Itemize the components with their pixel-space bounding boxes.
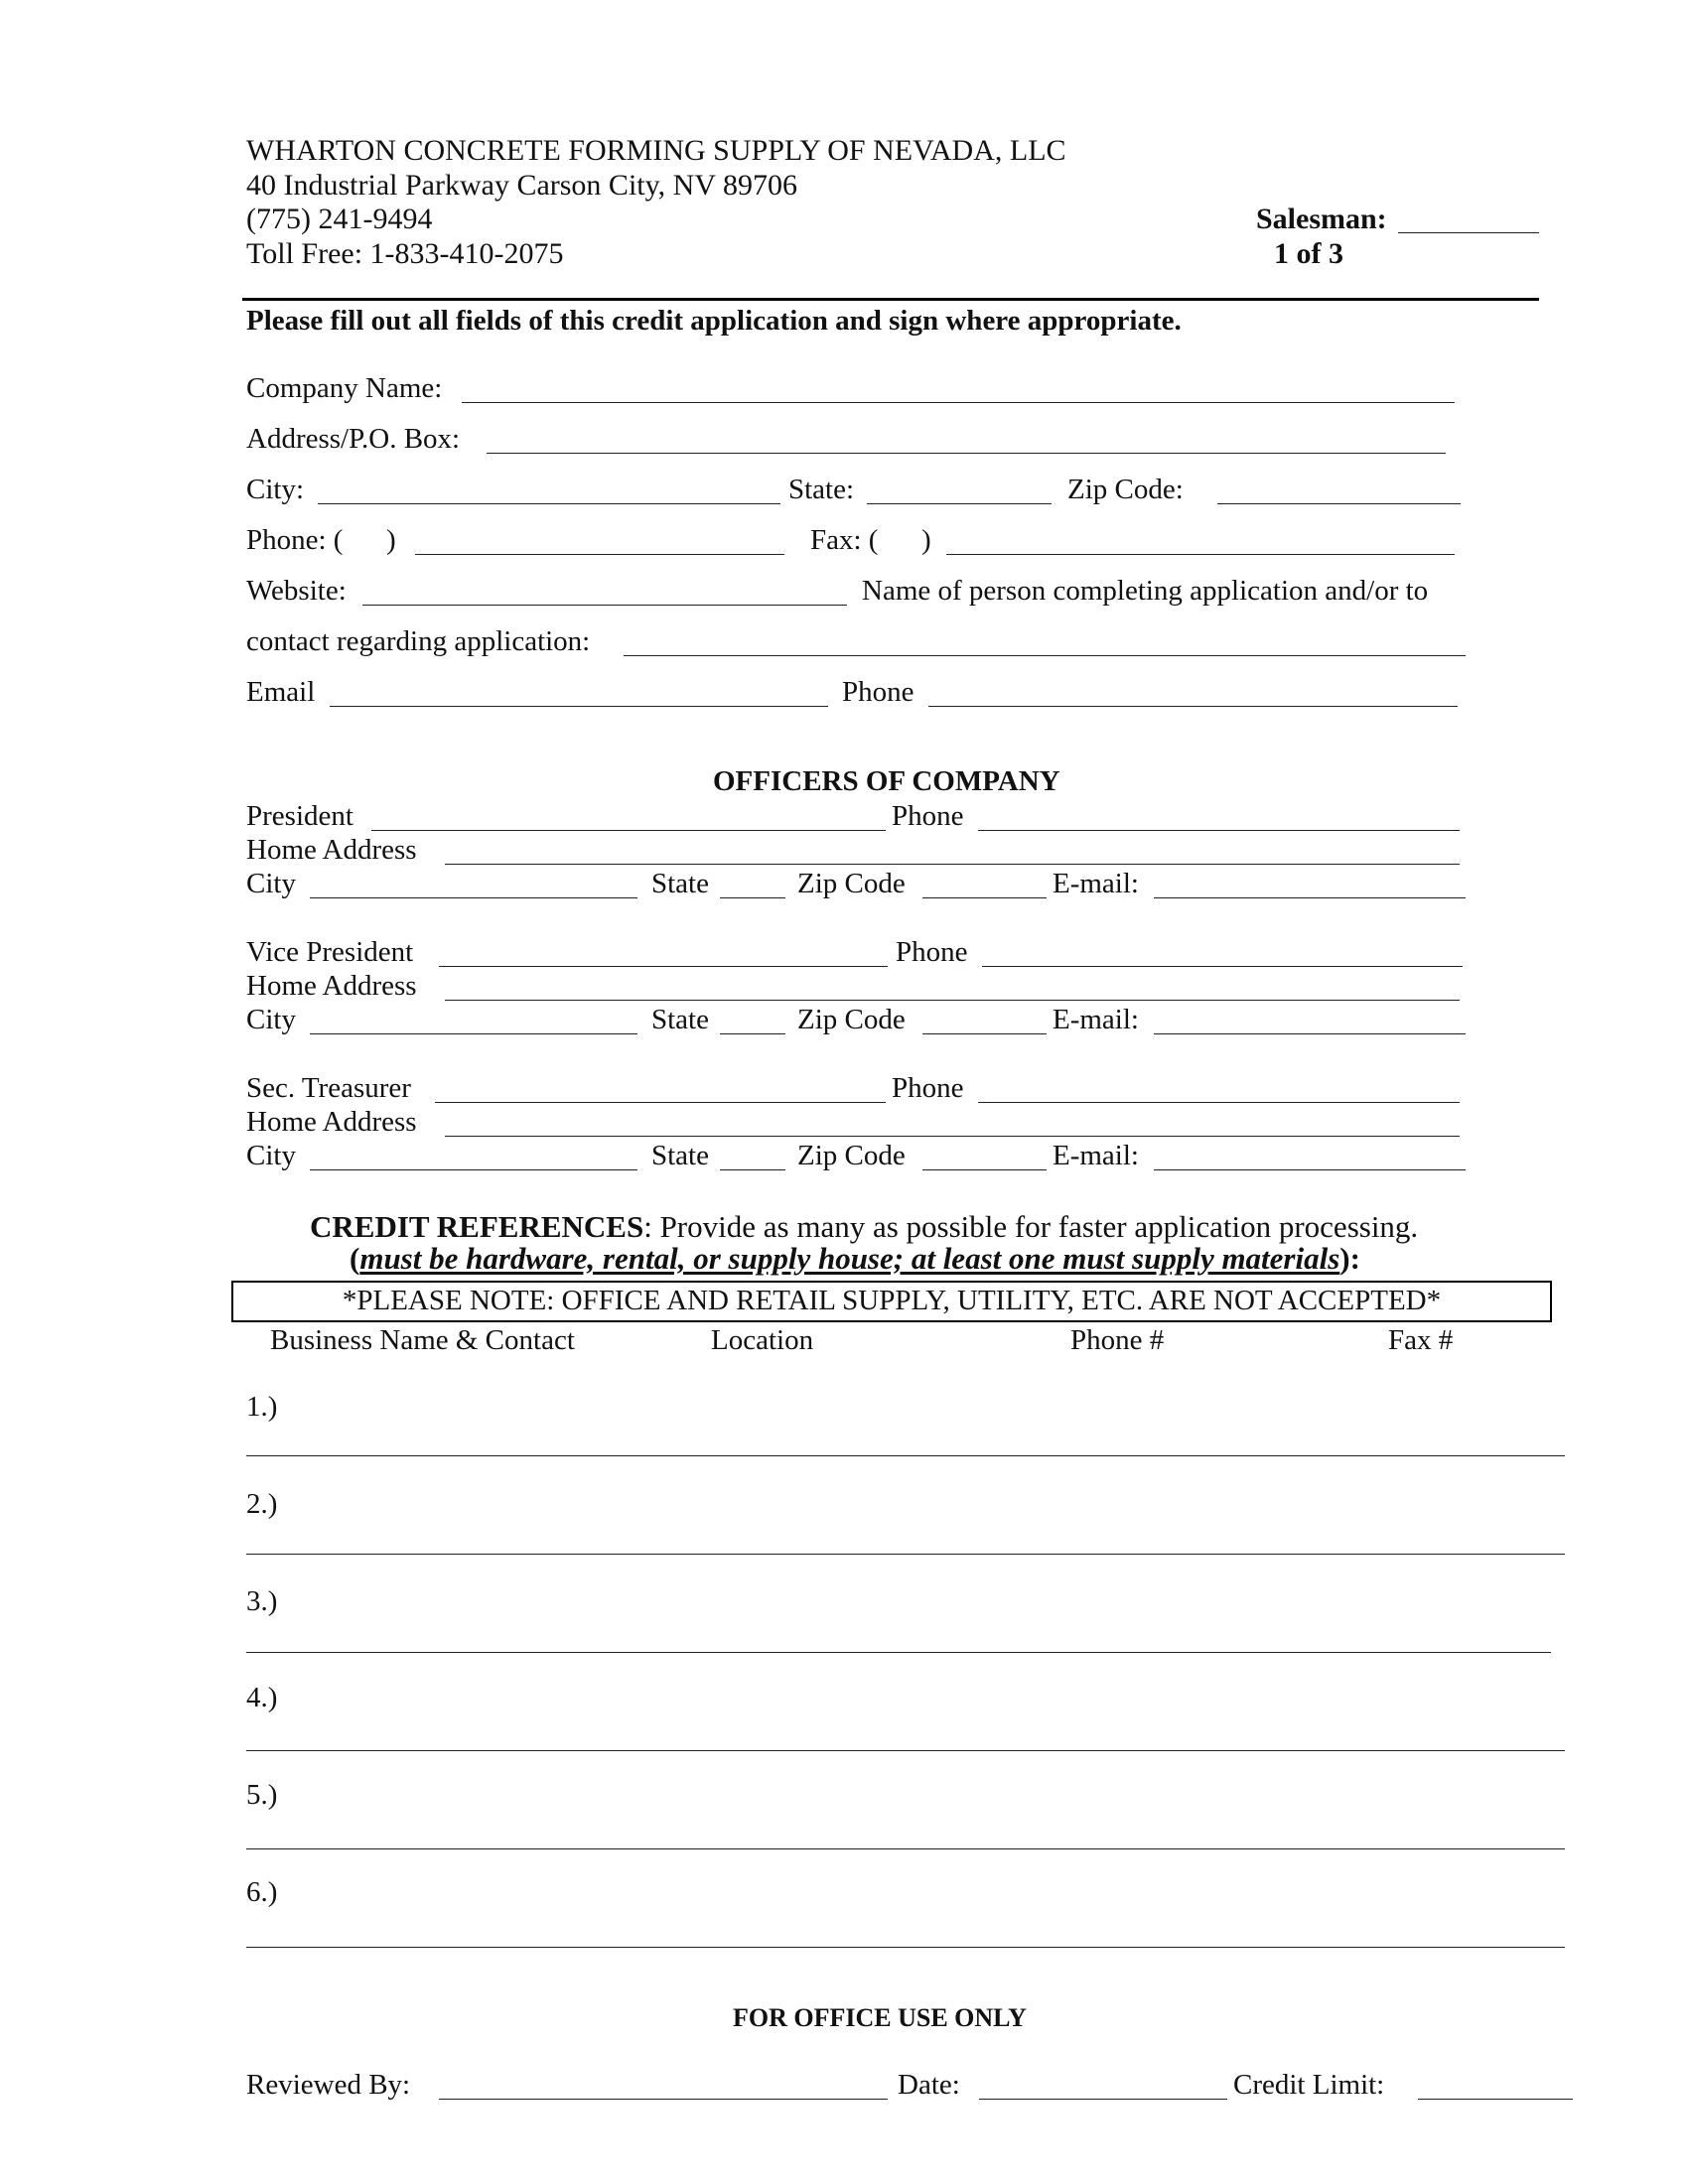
address-line	[487, 453, 1446, 454]
credit-limit-label: Credit Limit:	[1233, 2069, 1385, 2101]
reference-row-2-line	[246, 1554, 1565, 1555]
city-label: City:	[246, 474, 305, 505]
reference-row-2-input[interactable]	[288, 1521, 1567, 1551]
requirement-close-paren: ):	[1339, 1241, 1360, 1276]
email-label: Email	[246, 676, 316, 708]
treasurer-phone-line	[978, 1102, 1460, 1103]
president-phone-line	[978, 830, 1460, 831]
contact-intro: Name of person completing application and/or to	[862, 575, 1429, 607]
state-label: State:	[788, 474, 855, 505]
vp-city-label: City	[246, 1004, 296, 1035]
vp-zip-label: Zip Code	[797, 1004, 906, 1035]
reference-row-4-input[interactable]	[288, 1716, 1567, 1746]
reference-row-4-number: 4.)	[246, 1682, 278, 1713]
reference-row-6-line	[246, 1947, 1565, 1948]
contact-input[interactable]	[624, 624, 1474, 654]
vp-input[interactable]	[439, 935, 896, 965]
salesman-label: Salesman:	[1256, 203, 1387, 235]
company-toll-free: Toll Free: 1-833-410-2075	[246, 237, 564, 270]
treasurer-email-label: E-mail:	[1053, 1140, 1139, 1171]
vp-city-line	[310, 1033, 637, 1034]
reference-row-6-number: 6.)	[246, 1876, 278, 1908]
col-phone: Phone #	[1070, 1324, 1165, 1356]
fax-label: Fax: ( )	[810, 524, 931, 556]
company-name-label: Company Name:	[246, 372, 443, 404]
vp-zip-line	[922, 1033, 1047, 1034]
president-email-input[interactable]	[1154, 867, 1474, 896]
treasurer-phone-input[interactable]	[978, 1071, 1468, 1101]
treasurer-zip-line	[922, 1169, 1047, 1170]
references-heading-bold: CREDIT REFERENCES	[310, 1209, 644, 1244]
treasurer-home-input[interactable]	[445, 1105, 1468, 1135]
president-city-label: City	[246, 868, 296, 899]
president-zip-label: Zip Code	[797, 868, 906, 899]
treasurer-phone-label: Phone	[892, 1072, 964, 1104]
treasurer-email-line	[1154, 1169, 1466, 1170]
city-line	[318, 503, 780, 504]
page-number: 1 of 3	[1274, 237, 1343, 270]
president-zip-input[interactable]	[922, 867, 1055, 896]
vp-email-label: E-mail:	[1053, 1004, 1139, 1035]
state-input[interactable]	[867, 473, 1059, 502]
reviewed-by-input[interactable]	[439, 2068, 896, 2098]
treasurer-city-input[interactable]	[310, 1139, 645, 1168]
president-phone-input[interactable]	[978, 799, 1468, 829]
vp-home-line	[445, 1000, 1460, 1001]
zip-line	[1217, 503, 1461, 504]
date-line	[979, 2099, 1227, 2100]
vp-label: Vice President	[246, 936, 414, 968]
president-input[interactable]	[371, 799, 894, 829]
email-line	[330, 706, 828, 707]
phone-input[interactable]	[415, 523, 792, 553]
col-fax: Fax #	[1388, 1324, 1454, 1356]
contact-phone-line	[928, 706, 1458, 707]
president-state-line	[720, 897, 785, 898]
president-email-label: E-mail:	[1053, 868, 1139, 899]
company-address: 40 Industrial Parkway Carson City, NV 89706	[246, 169, 797, 202]
president-city-input[interactable]	[310, 867, 645, 896]
president-state-input[interactable]	[720, 867, 793, 896]
reference-row-6-input[interactable]	[288, 1913, 1567, 1943]
references-heading-rest: : Provide as many as possible for faster application processing.	[643, 1209, 1419, 1244]
phone-label: Phone: ( )	[246, 524, 396, 556]
zip-input[interactable]	[1217, 473, 1469, 502]
treasurer-zip-label: Zip Code	[797, 1140, 906, 1171]
reference-row-1-input[interactable]	[288, 1422, 1567, 1451]
vp-city-input[interactable]	[310, 1003, 645, 1032]
header-divider	[242, 298, 1539, 301]
website-line	[362, 605, 847, 606]
president-label: President	[246, 800, 353, 832]
vp-state-label: State	[651, 1004, 709, 1035]
treasurer-city-label: City	[246, 1140, 296, 1171]
salesman-line	[1398, 232, 1539, 233]
vp-home-input[interactable]	[445, 969, 1468, 999]
instructions: Please fill out all fields of this credit application and sign where appropriate.	[246, 305, 1182, 337]
reference-row-1-line	[246, 1455, 1565, 1456]
vp-line	[439, 966, 888, 967]
col-location: Location	[711, 1324, 814, 1356]
requirement-open-paren: (	[350, 1241, 360, 1276]
president-home-label: Home Address	[246, 834, 417, 866]
company-name-line	[462, 402, 1455, 403]
contact-phone-label: Phone	[842, 676, 914, 708]
president-home-line	[445, 864, 1460, 865]
vp-phone-input[interactable]	[982, 935, 1471, 965]
reference-row-3-number: 3.)	[246, 1585, 278, 1617]
vp-state-line	[720, 1033, 785, 1034]
president-email-line	[1154, 897, 1466, 898]
treasurer-state-input[interactable]	[720, 1139, 793, 1168]
vp-phone-line	[982, 966, 1463, 967]
col-business-name: Business Name & Contact	[270, 1324, 575, 1356]
president-phone-label: Phone	[892, 800, 964, 832]
contact-phone-input[interactable]	[928, 675, 1466, 705]
date-label: Date:	[898, 2069, 960, 2101]
references-requirement	[350, 1241, 1360, 1277]
treasurer-input[interactable]	[435, 1071, 894, 1101]
office-use-title: FOR OFFICE USE ONLY	[733, 2003, 1027, 2032]
reference-row-3-input[interactable]	[288, 1619, 1557, 1649]
references-heading	[310, 1209, 1418, 1245]
website-input[interactable]	[362, 574, 855, 604]
not-accepted-note: *PLEASE NOTE: OFFICE AND RETAIL SUPPLY, UTILITY, ETC. ARE NOT ACCEPTED*	[231, 1281, 1552, 1322]
officers-title: OFFICERS OF COMPANY	[713, 765, 1060, 797]
reference-row-3-line	[246, 1652, 1551, 1653]
reference-row-5-line	[246, 1848, 1565, 1849]
president-state-label: State	[651, 868, 709, 899]
state-line	[867, 503, 1052, 504]
president-zip-line	[922, 897, 1047, 898]
email-input[interactable]	[330, 675, 836, 705]
address-input[interactable]	[487, 422, 1454, 452]
reference-row-5-input[interactable]	[288, 1816, 1567, 1845]
vp-email-input[interactable]	[1154, 1003, 1474, 1032]
vp-phone-label: Phone	[896, 936, 968, 968]
treasurer-label: Sec. Treasurer	[246, 1072, 411, 1104]
reviewed-by-line	[439, 2099, 888, 2100]
date-input[interactable]	[979, 2068, 1235, 2098]
credit-limit-input[interactable]	[1418, 2068, 1581, 2098]
president-home-input[interactable]	[445, 833, 1468, 863]
phone-line	[415, 554, 784, 555]
treasurer-zip-input[interactable]	[922, 1139, 1055, 1168]
company-phone: (775) 241-9494	[246, 203, 433, 235]
treasurer-home-line	[445, 1136, 1460, 1137]
reviewed-by-label: Reviewed By:	[246, 2069, 411, 2101]
treasurer-line	[435, 1102, 886, 1103]
company-name-input[interactable]	[462, 371, 1463, 401]
city-input[interactable]	[318, 473, 788, 502]
contact-line	[624, 655, 1466, 656]
vp-zip-input[interactable]	[922, 1003, 1055, 1032]
president-city-line	[310, 897, 637, 898]
contact-label: contact regarding application:	[246, 625, 591, 657]
vp-email-line	[1154, 1033, 1466, 1034]
treasurer-state-line	[720, 1169, 785, 1170]
treasurer-home-label: Home Address	[246, 1106, 417, 1138]
address-label: Address/P.O. Box:	[246, 423, 461, 455]
zip-label: Zip Code:	[1067, 474, 1184, 505]
company-name: WHARTON CONCRETE FORMING SUPPLY OF NEVADA, LLC	[246, 134, 1066, 167]
reference-row-4-line	[246, 1750, 1565, 1751]
salesman-input[interactable]	[1398, 203, 1547, 232]
reference-row-1-number: 1.)	[246, 1391, 278, 1423]
treasurer-state-label: State	[651, 1140, 709, 1171]
president-line	[371, 830, 886, 831]
website-label: Website:	[246, 575, 347, 607]
fax-line	[946, 554, 1455, 555]
requirement-text: must be hardware, rental, or supply house; at least one must supply materials	[359, 1241, 1340, 1276]
treasurer-city-line	[310, 1169, 637, 1170]
reference-row-2-number: 2.)	[246, 1488, 278, 1520]
fax-input[interactable]	[946, 523, 1463, 553]
vp-home-label: Home Address	[246, 970, 417, 1002]
credit-limit-line	[1418, 2099, 1573, 2100]
treasurer-email-input[interactable]	[1154, 1139, 1474, 1168]
reference-row-5-number: 5.)	[246, 1779, 278, 1811]
vp-state-input[interactable]	[720, 1003, 793, 1032]
